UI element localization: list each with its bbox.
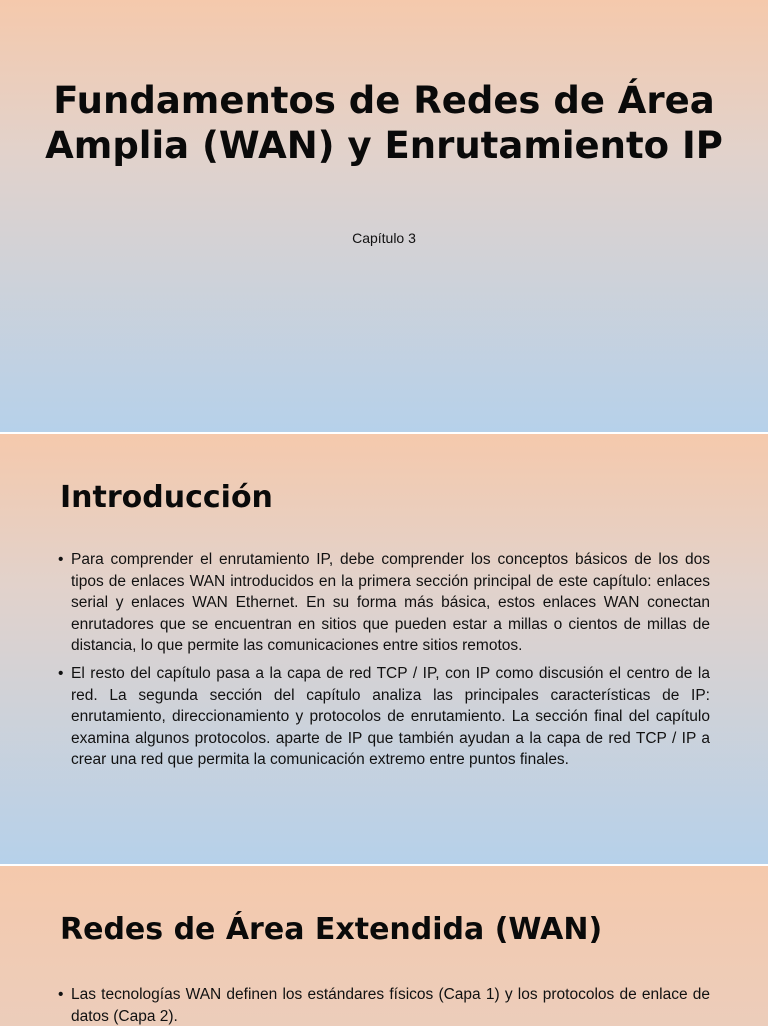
bullet-dot-icon: • [58,986,64,1003]
slide-heading: Redes de Área Extendida (WAN) [60,912,603,947]
bullet-item [58,549,710,657]
bullet-list [58,549,710,777]
slide-introduccion [0,434,768,864]
bullet-text: El resto del capítulo pasa a la capa de red TCP / IP, con IP como discusión el centro de la red. La segunda sección del capítulo analiza las principales características de IP: enrutamiento, direccionamiento y protocolos de enrutamiento. La sección final del capítulo examina algunos protocolos. aparte de IP que también ayudan a la capa de red TCP / IP a crear una red que permita la comunicación extremo entre puntos finales. [71,664,710,769]
bullet-text: Las tecnologías WAN definen los estándares físicos (Capa 1) y los protocolos de enlace de datos (Capa 2). [71,986,710,1025]
bullet-item [58,984,710,1026]
bullet-list [58,984,710,1026]
bullet-text: Para comprender el enrutamiento IP, debe comprender los conceptos básicos de los dos tipos de enlaces WAN introducidos en la primera sección principal de este capítulo: enlaces serial y enlaces WAN Ethernet. En su forma más básica, estos enlaces WAN conectan enrutadores que se encuentran en sitios que pueden estar a millas o cientos de millas de distancia, lo que permite las comunicaciones entre sitios remotos. [71,551,710,655]
bullet-dot-icon: • [58,664,64,682]
slide-heading: Introducción [60,480,273,515]
slide-redes-wan [0,866,768,1026]
slide-title [0,0,768,432]
presentation-title: Fundamentos de Redes de Área Amplia (WAN) y Enrutamiento IP [45,79,723,167]
bullet-item [58,663,710,771]
bullet-dot-icon: • [58,551,64,568]
presentation-subtitle: Capítulo 3 [352,230,416,246]
